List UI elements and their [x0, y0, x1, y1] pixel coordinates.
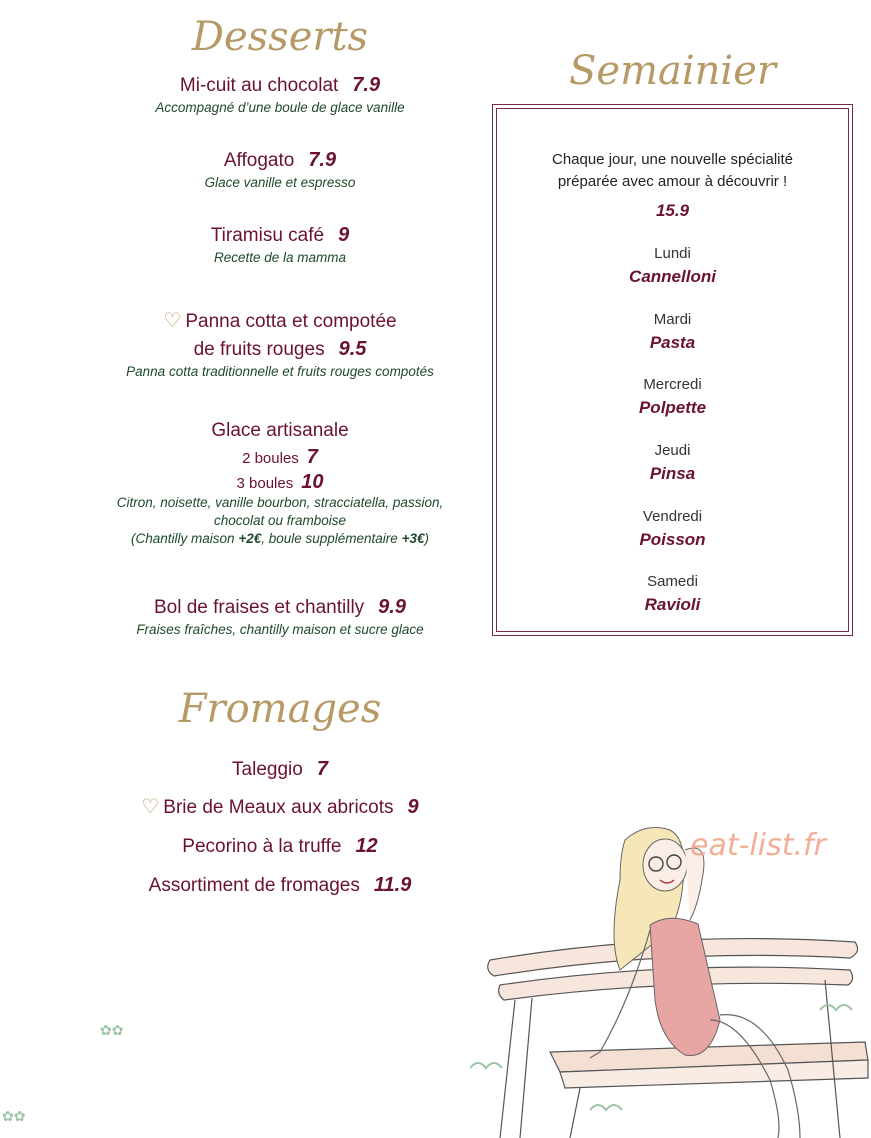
item-name-line2: de fruits rouges: [193, 339, 325, 360]
heart-outline-icon: ♡: [141, 796, 160, 818]
option-price: 7: [306, 446, 318, 468]
item-price: 7.9: [352, 74, 381, 96]
watermark: eat-list.fr: [690, 828, 826, 863]
item-name: Affogato: [223, 150, 295, 171]
item-description: Recette de la mamma: [213, 250, 347, 265]
cheese-item: [80, 833, 480, 860]
item-description: Accompagné d’une boule de glace vanille: [155, 100, 405, 115]
day-dish: Cannelloni: [629, 267, 716, 286]
extra-price: +2€: [238, 531, 262, 546]
item-price: 7.9: [308, 149, 337, 171]
item-name: Bol de fraises et chantilly: [154, 597, 365, 618]
fromages-list: [80, 0, 480, 1000]
day-label: Vendredi: [642, 508, 703, 525]
item-price: 9.5: [338, 338, 367, 360]
fromages-title: Fromages: [178, 686, 382, 732]
cheese-item: [80, 794, 480, 821]
day-label: Samedi: [647, 573, 698, 590]
day-dish: Polpette: [638, 398, 707, 417]
item-price: 12: [355, 835, 378, 857]
option-price: 10: [301, 471, 324, 493]
item-description: Fraises fraîches, chantilly maison et sucre glace: [136, 622, 424, 637]
extra-price: +3€: [401, 531, 425, 546]
item-extras: (Chantilly maison +2€, boule supplémentaire +3€): [131, 531, 429, 546]
item-name: Mi-cuit au chocolat: [179, 75, 339, 96]
cheese-item: [80, 872, 480, 899]
item-description-line1: Citron, noisette, vanille bourbon, stracciatella, passion,: [116, 495, 444, 510]
flower-tuft-icon: ✿✿: [100, 1022, 124, 1038]
day-label: Mercredi: [643, 376, 702, 393]
item-name: Glace artisanale: [211, 420, 349, 441]
option-label: 3 boules: [236, 475, 294, 492]
desserts-title: Desserts: [191, 14, 369, 60]
item-name: Assortiment de fromages: [148, 875, 360, 896]
item-name: Tiramisu café: [210, 225, 325, 246]
day-dish: Pinsa: [649, 464, 696, 483]
semainier-box: [492, 104, 853, 636]
item-price: 7: [316, 758, 328, 780]
semainier-intro-line2: préparée avec amour à découvrir !: [557, 173, 788, 190]
item-price: 9: [338, 224, 350, 246]
item-description: Glace vanille et espresso: [204, 175, 356, 190]
woman-on-bench-illustration: [470, 820, 871, 1138]
item-name: Pecorino à la truffe: [182, 836, 342, 857]
semainier-price: 15.9: [655, 201, 690, 220]
day-label: Mardi: [653, 311, 692, 328]
item-price: 9.9: [378, 596, 406, 618]
day-dish: Poisson: [639, 530, 706, 549]
heart-outline-icon: ♡: [163, 310, 182, 332]
option-label: 2 boules: [242, 450, 299, 467]
item-price: 9: [407, 796, 419, 818]
semainier-intro-line1: Chaque jour, une nouvelle spécialité: [551, 151, 793, 168]
day-label: Lundi: [654, 245, 691, 262]
item-price: 11.9: [373, 874, 412, 896]
day-dish: Pasta: [649, 333, 696, 352]
item-name: Brie de Meaux aux abricots: [163, 797, 394, 818]
item-description: Panna cotta traditionnelle et fruits rouges compotés: [126, 364, 434, 379]
item-name-line1: Panna cotta et compotée: [185, 311, 397, 332]
day-dish: Ravioli: [644, 595, 701, 614]
semainier-title: Semainier: [569, 48, 776, 94]
item-description-line2: chocolat ou framboise: [213, 513, 347, 528]
day-label: Jeudi: [654, 442, 691, 459]
cheese-item: [80, 756, 480, 783]
flower-tuft-icon: ✿✿: [2, 1108, 26, 1124]
item-name: Taleggio: [232, 759, 303, 780]
